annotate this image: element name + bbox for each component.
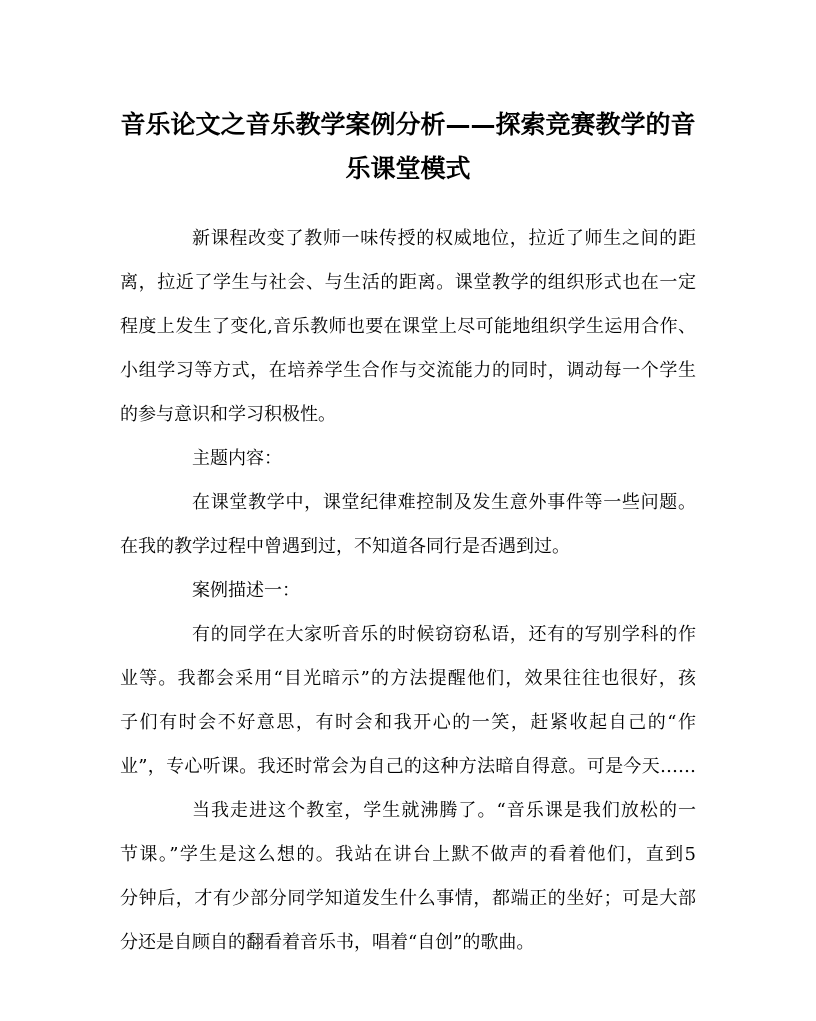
paragraph-3-line-2: 业等。我都会采用“目光暗示”的方法提醒他们，效果往往也很好，孩 — [120, 668, 696, 689]
paragraph-1-line-1: 新课程改变了教师一味传授的权威地位，拉近了师生之间的距 — [192, 228, 696, 249]
document-title-line-1: 音乐论文之音乐教学案例分析——探索竞赛教学的音 — [120, 110, 696, 139]
paragraph-4-line-2: 节课。”学生是这么想的。我站在讲台上默不做声的看着他们，直到5 — [120, 844, 696, 865]
paragraph-1-line-4: 小组学习等方式，在培养学生合作与交流能力的同时，调动每一个学生 — [120, 360, 696, 381]
paragraph-1-line-3: 程度上发生了变化,音乐教师也要在课堂上尽可能地组织学生运用合作、 — [120, 316, 696, 337]
paragraph-2-line-1: 在课堂教学中，课堂纪律难控制及发生意外事件等一些问题。 — [192, 492, 696, 513]
paragraph-4-line-3: 分钟后，才有少部分同学知道发生什么事情，都端正的坐好；可是大部 — [120, 888, 696, 909]
paragraph-3-line-3: 子们有时会不好意思，有时会和我开心的一笑，赶紧收起自己的“作 — [120, 712, 696, 733]
paragraph-3-line-4: 业”，专心听课。我还时常会为自己的这种方法暗自得意。可是今天…… — [120, 756, 696, 777]
section-heading-theme: 主题内容： — [192, 448, 282, 469]
paragraph-3-line-1: 有的同学在大家听音乐的时候窃窃私语，还有的写别学科的作 — [192, 624, 696, 645]
paragraph-4-line-4: 分还是自顾自的翻看着音乐书，唱着“自创”的歌曲。 — [120, 932, 535, 953]
paragraph-2-line-2: 在我的教学过程中曾遇到过，不知道各同行是否遇到过。 — [120, 536, 570, 557]
paragraph-4-line-1: 当我走进这个教室，学生就沸腾了。“音乐课是我们放松的一 — [192, 800, 696, 821]
document-title-line-2: 乐课堂模式 — [345, 154, 471, 183]
section-heading-case-1: 案例描述一： — [192, 580, 300, 601]
paragraph-1-line-2: 离，拉近了学生与社会、与生活的距离。课堂教学的组织形式也在一定 — [120, 272, 696, 293]
paragraph-1-line-5: 的参与意识和学习积极性。 — [120, 404, 336, 425]
